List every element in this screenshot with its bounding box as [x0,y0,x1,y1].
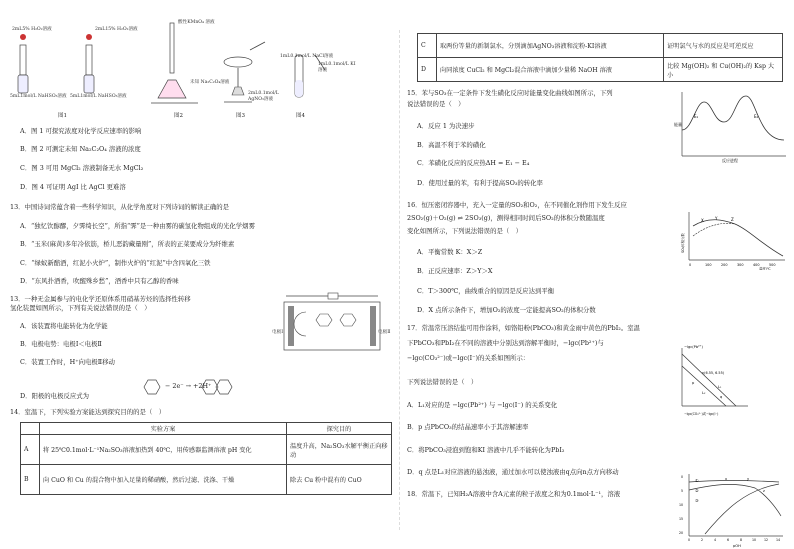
table-cell-goal: 证明氯气与水的反应是可逆反应 [664,34,783,58]
y-tick: 5 [681,489,684,493]
x-tick: 0 [689,263,692,267]
point-z: z [763,489,765,493]
energy-e1-label: E₁ [694,114,699,119]
line-l1-label: L₁ [718,385,722,389]
q16-option-c: C．苯磺化反应的反应热ΔH = E₁ − E₄ [417,159,530,167]
table-cell-plan: 向同浓度 CuCl₂ 和 MgCl₂混合溶液中滴加少量稀 NaOH 溶液 [437,58,664,82]
so2-y-axis-label: SO₂体积分数 [681,233,685,253]
point-x: x [725,477,728,481]
experiment-table-part1 [20,422,392,495]
line-l2-label: L₂ [702,391,706,395]
point-y: y [747,477,750,481]
point-z-label: Z [731,217,734,222]
point-q-label: q [720,395,723,399]
fig2-label-flask: 未知 Na₂C₂O₄溶液 [190,80,230,85]
mark-1: ① [695,478,699,483]
table-row [21,435,392,465]
lead-y-axis-label: −lgc(Pb²⁺) [684,345,703,349]
table-cell-goal: 温度升高，Na₂SO₃水解平衡正向移动 [287,435,392,465]
x-tick: 200 [721,263,728,267]
y-tick: 0 [681,475,684,479]
y-tick: 20 [679,531,684,535]
q18-option-c: C．将PbCO₃浸泡到饱和KI 溶液中几乎不能转化为PbI₂ [407,446,565,454]
energy-x-axis-label: 反应进程 [722,158,738,163]
poh-curve-2 [689,484,781,516]
q17-stem-2: 2SO₂(g)＋O₂(g) ⇌ 2SO₃(g)，测得相同时间后SO₂的体积分数随温度 [407,214,605,222]
electrolysis-diagram [278,292,391,354]
mark-3: ③ [695,498,699,503]
q14-option-b: B．电极电势：电极Ⅰ＜电极Ⅱ [20,340,102,348]
x-tick: 300 [737,263,744,267]
q17-option-a: A．平衡常数 K：X＞Z [417,248,483,256]
q18-option-d: D．q 点是L₁对应溶液的悬浊液，通过加水可以使浊液由q点向n点方向移动 [407,468,619,476]
q12-option-d: D．图 4 可证明 AgI 比 AgCl 更难溶 [20,183,126,191]
table-header-cell: 实验方案 [40,423,287,435]
table-row [418,34,783,58]
x-tick: 500 [769,263,776,267]
q16-option-b: B．高温不利于苯的磺化 [417,141,486,149]
table-header-row [21,423,392,435]
x-tick: 6 [727,538,730,542]
q13-option-c: C．“绿蚁新醅酒，红泥小火炉”，制作火炉的“红泥”中含四氧化三铁 [20,259,211,267]
table-row [21,465,392,495]
mark-2: ② [695,488,699,493]
experiment-table-part2 [417,33,783,82]
q12-option-c: C．图 3 可用 MgCl₂ 溶液制备无水 MgCl₂ [20,164,144,172]
q17-stem-3: 变化如图所示，下列说法错误的是（ ） [407,227,523,235]
table-cell-plan: 向 CuO 和 Cu 的混合物中加入足量的稀硝酸，然后过滤、洗涤、干燥 [40,465,287,495]
q18-stem-3: −lgc(CO₃²⁻)或−lgc(I⁻)的关系如图所示： [407,354,530,362]
q19-stem: 18．常温下，已知H₂A溶液中含A元素的粒子浓度之和为0.1mol·L⁻¹，溶液 [407,490,621,498]
fig2-label-top: 酸性KMnO₄ 溶液 [178,20,215,25]
q14-stem-2: 氢化装置如图所示，下列有关说法错误的是（ ） [10,304,151,312]
point-y-label: Y [715,216,718,221]
q13-option-a: A．“独忆饮醇醪，夕霁绮长空”，所指“霁”是一种由雾的碳氢化物组成的光化学烟雾 [20,222,255,230]
energy-e4-label: E₄ [754,114,759,119]
poh-x-axis-label: pOH [733,544,741,548]
table-header-cell: 探究目的 [287,423,392,435]
q17-stem-1: 16．恒压密闭容器中，充入一定量的SO₂和O₂，在不同催化剂作用下发生反应 [407,201,627,209]
q12-option-b: B．图 2 可测定未知 Na₂C₂O₄ 溶液的浓度 [20,145,141,153]
left-column [10,0,392,549]
y-tick: 10 [679,503,684,507]
so2-curve-2 [693,223,735,236]
lead-x-axis-label: −lgc(CO₃²⁻)或−lgc(I⁻) [684,412,719,416]
poh-curve-3 [705,484,779,534]
q18-stem-1: 17．常温常压溶结盐可用作涂料，如铬铅粉(PbCO₃)和黄金雨中黄色的PbI₂。室温 [407,324,641,332]
figure-1-drawing [10,25,130,115]
q18-stem-4: 下列说法错误的是（ ） [407,378,478,386]
fig4-label-bottom: 2mL0.1mol/L AgNO₃溶液 [248,91,279,102]
so2-x-axis-label: 温度/℃ [759,267,771,270]
q16-option-a: A．反应 1 为决速步 [417,122,475,130]
q18-option-b: B．p 点PbCO₃的结晶速率小于其溶解速率 [407,423,529,431]
poh-chart [675,470,787,548]
fig1-tube-a-label: 2mL5% H₂O₂溶液 [12,27,52,32]
x-tick: 12 [764,538,769,542]
x-tick: 4 [714,538,717,542]
table-cell-goal: 比较 Mg(OH)₂ 和 Cu(OH)₂的 Ksp 大小 [664,58,783,82]
poh-curve-1 [689,481,779,483]
fig4-label-a: 1mL0.1mol/L NaCl溶液 [280,54,334,59]
fig1-tube-b-label: 2mL15% H₂O₂溶液 [95,27,138,32]
q16-option-d: D．使用过量的苯，有利于提高SO₃的转化率 [417,179,543,187]
point-x-label: X [701,218,704,223]
table-cell-option: B [21,465,40,495]
so2-curve-1 [693,220,783,256]
q15-stem: 14．室温下，下列实验方案能达到探究目的的是（ ） [10,408,166,416]
column-divider [399,30,400,530]
line-l1 [682,354,736,406]
table-row [418,58,783,82]
electrode-1-label: 电极Ⅰ [272,330,284,335]
x-tick: 14 [776,538,781,542]
fig1-caption: 图1 [58,113,67,119]
electrode-2-label: 电极Ⅱ [378,330,391,335]
q16-stem-2: 说法错误的是（ ） [407,100,465,108]
x-tick: 2 [701,538,704,542]
fig4-caption: 图4 [296,113,305,119]
x-tick: 100 [705,263,712,267]
table-cell-option: A [21,435,40,465]
q18-stem-2: 下PbCO₃和PbI₂在不同的溶液中分别达到溶解平衡时，−lgc(Pb²⁺)与 [407,339,604,347]
q14-option-d: D．阳极的电极反应式为 [20,392,90,400]
fig1-tube-a-bottom: 5mL1mol/L NaHSO₃溶液 [10,94,67,99]
q14-option-a: A．该装置将电能转化为化学能 [20,322,108,330]
table-cell-goal: 除去 Cu 粉中混有的 CuO [287,465,392,495]
q14-stem-1: 13．一种无金属参与的电化学还原体系用硝基芳烃的选择性转移 [10,295,191,303]
q17-option-c: C．T＞300℃，曲线重合的原因是反应达到平衡 [417,287,555,295]
x-tick: 8 [740,538,743,542]
fig4-label-b: 1mL0.1mol/L KI溶液 [318,62,356,73]
x-tick: 0 [688,538,691,542]
figure-2-drawing [148,18,203,113]
x-tick: 10 [752,538,757,542]
fig2-caption: 图2 [174,113,183,119]
q16-stem-1: 15．苯与SO₃在一定条件下发生磺化反应时能量变化曲线如图所示，下列 [407,89,613,97]
right-column [407,0,791,549]
fig1-tube-b-bottom: 5mL1mol/L NaHSO₃溶液 [70,94,127,99]
q13-option-b: B．“玉米(麻黄)多年冷依筋，桥儿恶韵藏量刚”，所表的正菜要成分为纤维素 [20,240,235,248]
energy-profile-chart [674,88,789,164]
table-cell-option: C [418,34,437,58]
energy-axis-label: 能量 [674,122,682,127]
table-cell-plan: 将 25℃0.1mol·L⁻¹Na₂SO₃溶液加热到 40℃，用传感器监测溶液 pH 变化 [40,435,287,465]
table-cell-option: D [418,58,437,82]
fig3-caption: 图3 [236,113,245,119]
table-header-cell [21,423,40,435]
q17-option-b: B．正反应速率：Z＞Y＞X [417,267,493,275]
point-n-label: n(6.55, 6.55) [702,371,725,375]
lead-solubility-chart [672,342,752,418]
y-tick: 15 [679,517,684,521]
q13-stem: 13．中国诗词常蕴含着一些科学知识，从化学角度对下列诗词的解读正确的是 [10,203,230,211]
q14-electrode-equation: − 2e⁻ → +2H⁺ [165,382,212,390]
so2-temperature-chart [679,208,789,270]
point-p-label: p [692,381,695,385]
q13-option-d: D．“东风扑酒香，吹醒殊乡愁”，酒香中只有乙醇的香味 [20,277,179,285]
q17-option-d: D．X 点所示条件下，增加O₂的浓度一定能提高SO₂的体积分数 [417,306,596,314]
q12-option-a: A．图 1 可探究浓度对化学反应速率的影响 [20,127,142,135]
q18-option-a: A．L₁对应的是 −lgc(Pb²⁺) 与 −lgc(I⁻) 的关系变化 [407,401,558,409]
q14-option-c: C．装置工作时，H⁺向电极Ⅱ移动 [20,358,115,366]
x-tick: 400 [753,263,760,267]
table-cell-plan: 取两份等量的新制氯水，分别滴加AgNO₃溶液和淀粉-KI溶液 [437,34,664,58]
